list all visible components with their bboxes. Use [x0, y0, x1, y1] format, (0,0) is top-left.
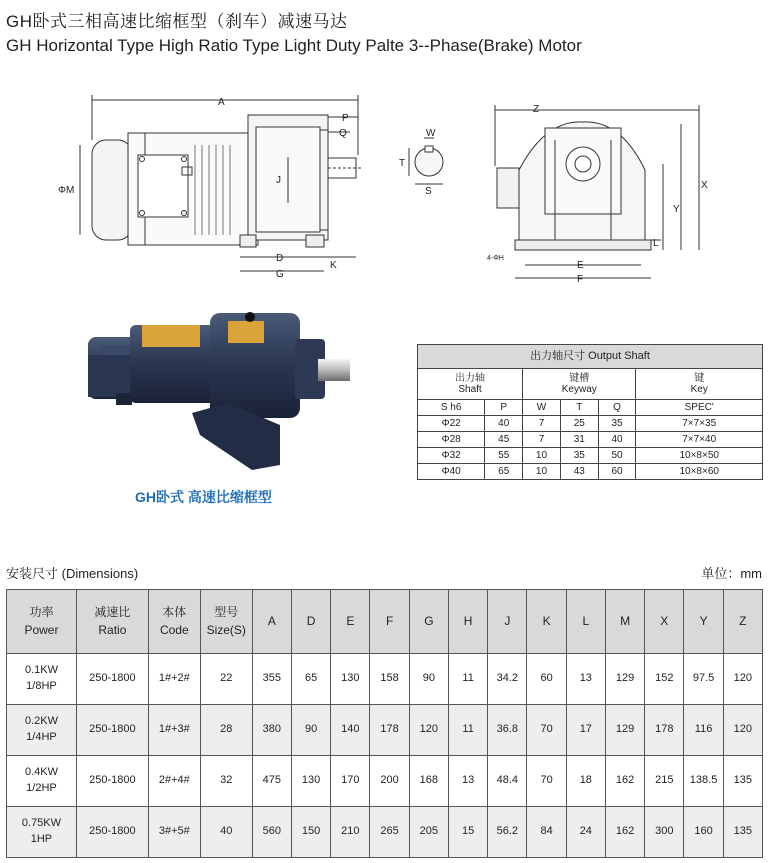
dim-label-z: Z	[533, 104, 540, 115]
dims-header-row	[7, 590, 763, 654]
side-view-drawing	[50, 85, 380, 285]
dims-header-k: K	[527, 590, 566, 654]
shaft-row: Φ40 65 10 43 60 10×8×60	[418, 464, 763, 480]
dim-label-p: P	[342, 113, 349, 124]
dims-header-f: F	[370, 590, 409, 654]
dim-label-w: W	[426, 128, 436, 139]
shaft-subhead: P	[485, 400, 523, 416]
shaft-head-shaft: 出力轴 Shaft	[418, 369, 523, 400]
table-row: 0.4KW 1/2HP 250-1800 2#+4# 32 475 130 170 200 168 13 48.4 70 18 162 215 138.5 135	[7, 756, 763, 807]
dims-header-l: L	[566, 590, 605, 654]
dims-header-z: Z	[723, 590, 762, 654]
dim-label-a: A	[218, 97, 225, 108]
shaft-section-drawing	[395, 120, 465, 200]
dims-header-e: E	[331, 590, 370, 654]
table-row: 0.75KW 1HP 250-1800 3#+5# 40 560 150 210 265 205 15 56.2 84 24 162 300 160 135	[7, 807, 763, 858]
dim-label-d: D	[276, 253, 284, 264]
shaft-subhead: S h6	[418, 400, 485, 416]
dim-label-x: X	[701, 180, 708, 191]
shaft-subhead: Q	[598, 400, 636, 416]
shaft-row: Φ22 40 7 25 35 7×7×35	[418, 416, 763, 432]
dims-header-power: 功率 Power	[7, 590, 77, 654]
shaft-head-key: 键 Key	[636, 369, 763, 400]
dim-label-t: T	[399, 158, 406, 169]
dim-label-f: F	[577, 274, 584, 285]
shaft-subhead: T	[560, 400, 598, 416]
dim-label-e: E	[577, 260, 584, 271]
dims-header-size: 型号 Size(S)	[200, 590, 252, 654]
unit-label: 单位：mm	[701, 566, 762, 581]
photo-caption: GH卧式 高速比缩框型	[135, 489, 272, 505]
dims-header-m: M	[605, 590, 644, 654]
title-english: GH Horizontal Type High Ratio Type Light Duty Palte 3--Phase(Brake) Motor	[6, 36, 582, 55]
dim-label-g: G	[276, 269, 284, 280]
dim-label-s: S	[425, 186, 432, 197]
dims-header-code: 本体 Code	[148, 590, 200, 654]
dim-label-m: ΦM	[58, 185, 75, 196]
shaft-subhead: W	[523, 400, 561, 416]
dims-header-h: H	[448, 590, 487, 654]
dims-header-j: J	[488, 590, 527, 654]
product-photo	[80, 295, 350, 485]
dims-header-d: D	[291, 590, 330, 654]
shaft-subhead: SPEC'	[636, 400, 763, 416]
output-shaft-table	[417, 344, 763, 480]
title-chinese: GH卧式三相高速比缩框型（刹车）减速马达	[6, 12, 348, 31]
dim-label-k: K	[330, 260, 337, 271]
dim-label-h: 4-ΦH	[487, 255, 504, 262]
dims-header-ratio: 减速比 Ratio	[76, 590, 148, 654]
shaft-row: Φ28 45 7 31 40 7×7×40	[418, 432, 763, 448]
dim-label-l: L	[653, 238, 659, 249]
front-view-drawing	[485, 100, 725, 290]
dims-header-x: X	[645, 590, 684, 654]
dims-header-y: Y	[684, 590, 723, 654]
dim-label-j: J	[276, 175, 281, 186]
table-row: 0.1KW 1/8HP 250-1800 1#+2# 22 355 65 130 158 90 11 34.2 60 13 129 152 97.5 120	[7, 654, 763, 705]
dim-label-q: Q	[339, 128, 347, 139]
dimensions-heading: 安装尺寸 (Dimensions)	[6, 566, 139, 581]
shaft-table-caption: 出力轴尺寸 Output Shaft	[418, 345, 763, 369]
dims-header-a: A	[252, 590, 291, 654]
shaft-head-keyway: 键槽 Keyway	[523, 369, 636, 400]
table-row: 0.2KW 1/4HP 250-1800 1#+3# 28 380 90 140 178 120 11 36.8 70 17 129 178 116 120	[7, 705, 763, 756]
dim-label-y: Y	[673, 204, 680, 215]
shaft-row: Φ32 55 10 35 50 10×8×50	[418, 448, 763, 464]
dims-header-g: G	[409, 590, 448, 654]
dimensions-table	[6, 589, 763, 858]
